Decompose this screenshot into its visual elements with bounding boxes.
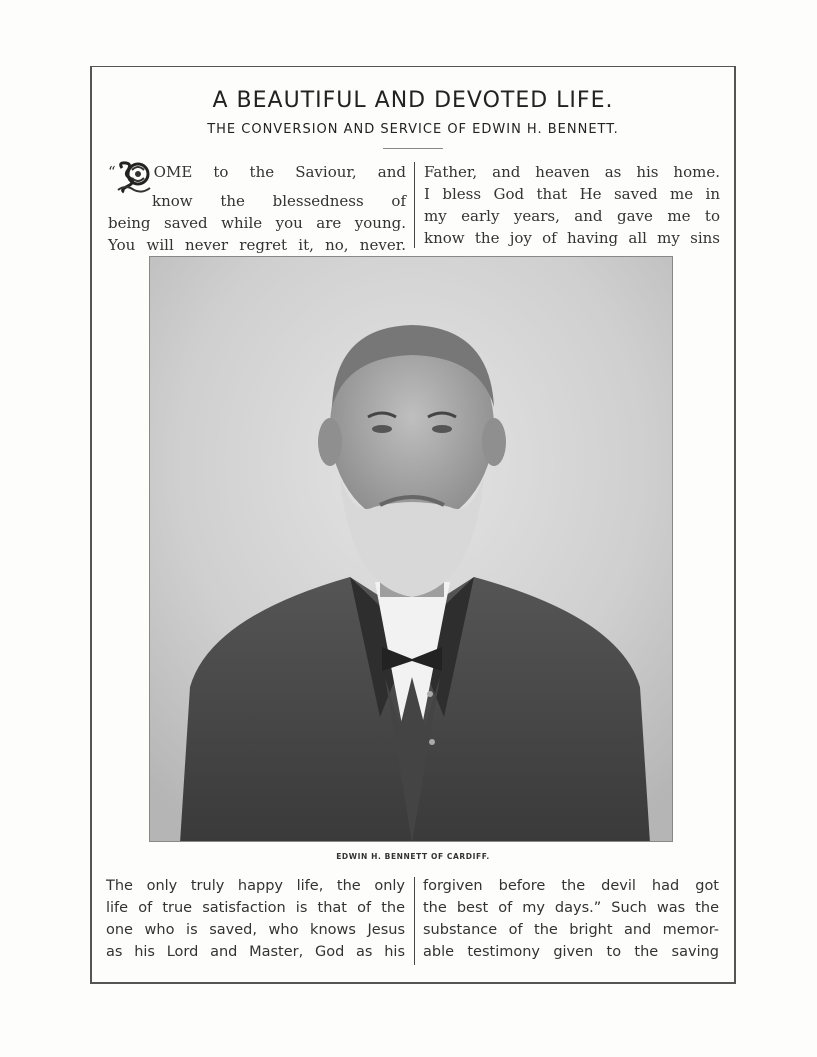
text-line: one who is saved, who knows Jesus bbox=[106, 922, 405, 938]
top-right-column bbox=[424, 161, 720, 249]
text-line: know the blessedness of bbox=[152, 192, 406, 210]
article-title: A BEAUTIFUL AND DEVOTED LIFE. bbox=[212, 88, 614, 113]
photo-caption: EDWIN H. BENNETT OF CARDIFF. bbox=[336, 852, 490, 861]
text-line: as his Lord and Master, God as his bbox=[106, 944, 405, 960]
text-line: know the joy of having all my sins bbox=[424, 229, 720, 247]
title-rule bbox=[383, 148, 443, 149]
text-line: being saved while you are young. bbox=[108, 214, 406, 232]
text-line: You will never regret it, no, never. bbox=[108, 236, 406, 254]
bottom-left-column bbox=[106, 875, 405, 963]
top-left-column bbox=[108, 161, 406, 256]
article-subtitle: THE CONVERSION AND SERVICE OF EDWIN H. BENNETT. bbox=[207, 122, 619, 137]
portrait-photo bbox=[149, 256, 673, 842]
bottom-right-column bbox=[423, 875, 719, 963]
text-line: The only truly happy life, the only bbox=[106, 878, 405, 894]
text-line: my early years, and gave me to bbox=[424, 207, 720, 225]
text-line: substance of the bright and memor- bbox=[423, 922, 719, 938]
column-divider-bottom bbox=[414, 877, 415, 965]
text-line: able testimony given to the saving bbox=[423, 944, 719, 960]
text-line: the best of my days.” Such was the bbox=[423, 900, 719, 916]
text-line: Father, and heaven as his home. bbox=[424, 163, 720, 181]
column-divider-top bbox=[414, 162, 415, 248]
text-line: I bless God that He saved me in bbox=[424, 185, 720, 203]
text-line: forgiven before the devil had got bbox=[423, 878, 719, 894]
text-line: life of true satisfaction is that of the bbox=[106, 900, 405, 916]
text-line: “ OME to the Saviour, and bbox=[108, 161, 406, 190]
opening-quote: “ bbox=[108, 163, 116, 181]
ornamental-drop-cap-c bbox=[116, 160, 154, 190]
